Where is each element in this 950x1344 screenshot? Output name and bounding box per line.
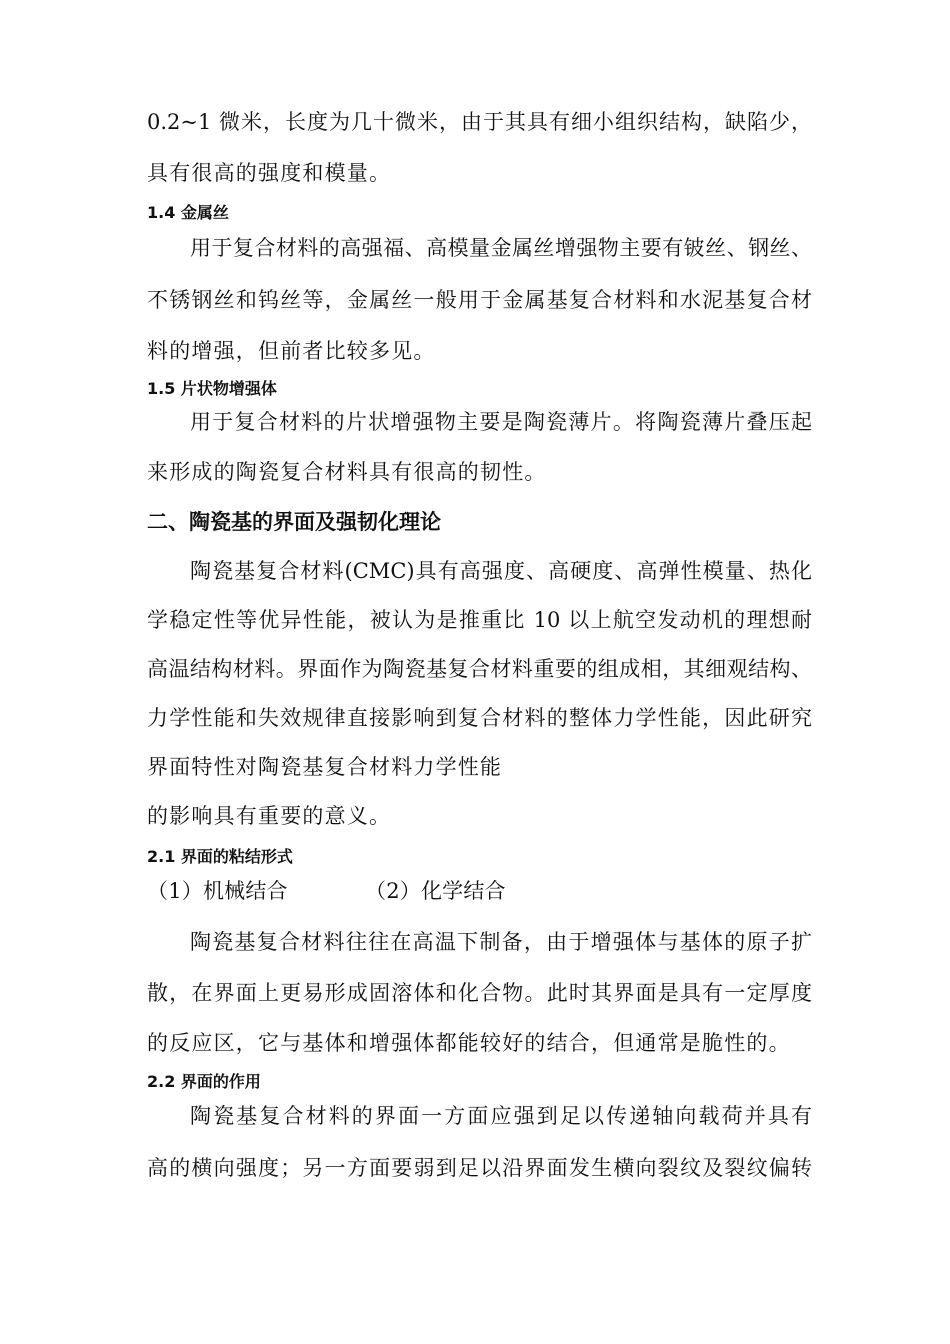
section-heading-1-5: 1.5 片状物增强体: [147, 379, 277, 398]
paragraph-line: 来形成的陶瓷复合材料具有很高的韧性。: [147, 460, 547, 484]
paragraph-line: 高温结构材料。界面作为陶瓷基复合材料重要的组成相，其细观结构、: [147, 657, 812, 681]
paragraph-line: 高的横向强度；另一方面要弱到足以沿界面发生横向裂纹及裂纹偏转: [147, 1156, 812, 1180]
chapter-heading: 二、陶瓷基的界面及强韧化理论: [147, 510, 441, 534]
paragraph-line: 陶瓷基复合材料(CMC)具有高强度、高硬度、高弹性模量、热化: [190, 559, 812, 583]
paragraph-line: 0.2~1 微米，长度为几十微米，由于其具有细小组织结构，缺陷少，: [147, 110, 812, 134]
section-heading-2-1: 2.1 界面的粘结形式: [147, 847, 293, 866]
paragraph-line: 的影响具有重要的意义。: [147, 804, 392, 828]
paragraph-line: 的反应区，它与基体和增强体都能较好的结合，但通常是脆性的。: [147, 1031, 791, 1055]
paragraph-line: 散，在界面上更易形成固溶体和化合物。此时其界面是具有一定厚度: [147, 981, 812, 1005]
section-heading-1-4: 1.4 金属丝: [147, 203, 229, 222]
option-chemical-bonding: （2）化学结合: [365, 879, 506, 903]
paragraph-line: 陶瓷基复合材料往往在高温下制备，由于增强体与基体的原子扩: [190, 930, 812, 954]
section-heading-2-2: 2.2 界面的作用: [147, 1072, 261, 1091]
paragraph-line: 界面特性对陶瓷基复合材料力学性能: [147, 755, 503, 779]
paragraph-line: 用于复合材料的片状增强物主要是陶瓷薄片。将陶瓷薄片叠压起: [190, 410, 812, 434]
option-mechanical-bonding: （1）机械结合: [147, 879, 288, 903]
paragraph-line: 学稳定性等优异性能，被认为是推重比 10 以上航空发动机的理想耐: [147, 608, 812, 632]
paragraph-line: 用于复合材料的高强福、高模量金属丝增强物主要有铍丝、钢丝、: [190, 236, 812, 260]
paragraph-line: 陶瓷基复合材料的界面一方面应强到足以传递轴向载荷并具有: [190, 1104, 812, 1128]
paragraph-line: 料的增强，但前者比较多见。: [147, 339, 436, 363]
paragraph-line: 不锈钢丝和钨丝等，金属丝一般用于金属基复合材料和水泥基复合材: [147, 288, 812, 312]
paragraph-line: 力学性能和失效规律直接影响到复合材料的整体力学性能，因此研究: [147, 706, 812, 730]
paragraph-line: 具有很高的强度和模量。: [147, 161, 392, 185]
